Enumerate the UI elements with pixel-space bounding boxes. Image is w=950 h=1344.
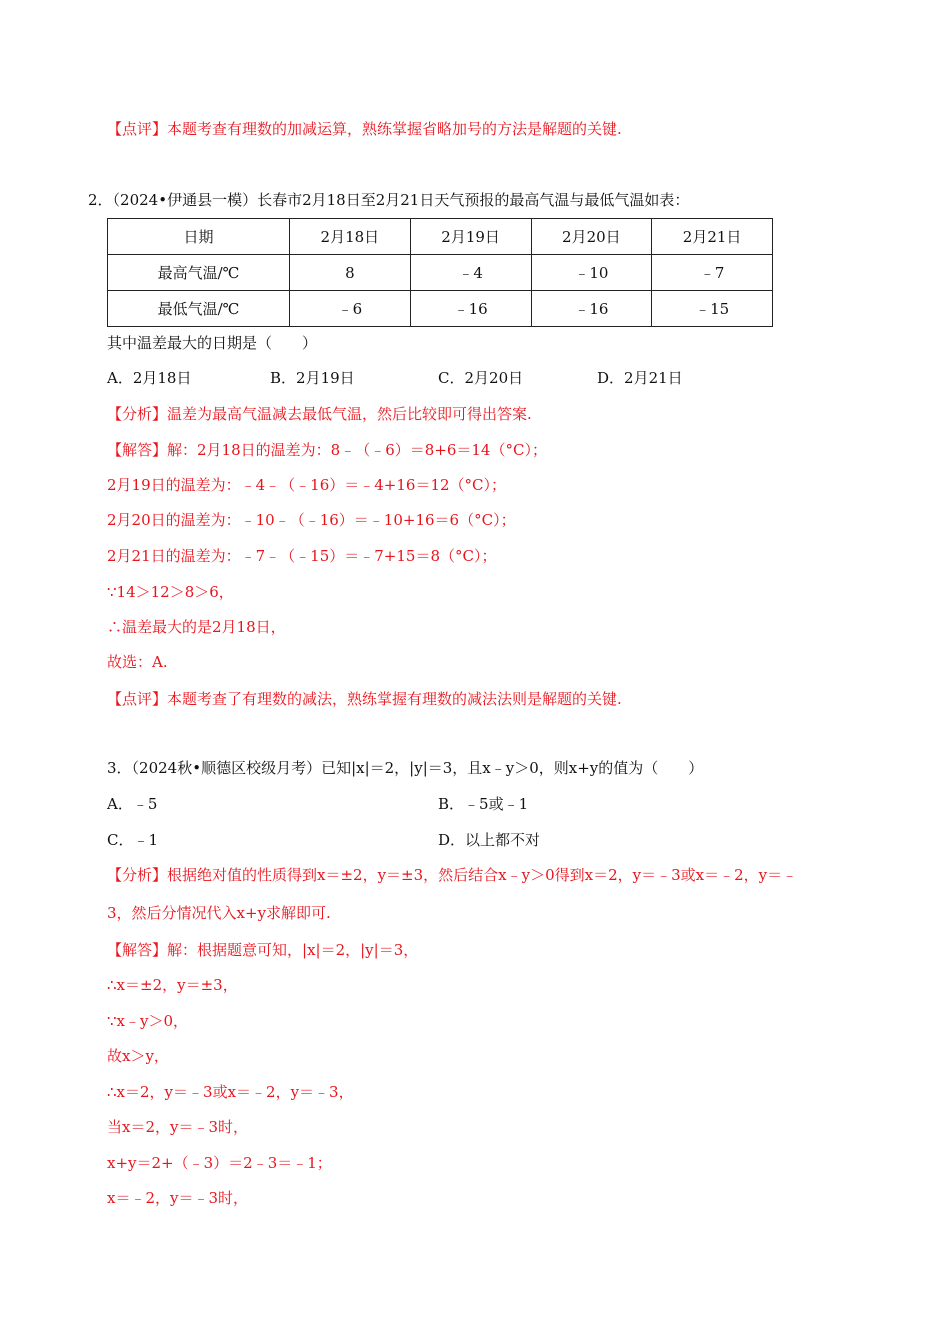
table-cell: ﹣10 bbox=[531, 255, 652, 291]
analysis-tag: 【分析】 bbox=[107, 866, 168, 884]
question-2-prompt: 其中温差最大的日期是（ ） bbox=[107, 334, 318, 352]
analysis-tag: 【分析】 bbox=[107, 405, 168, 423]
question-2-solution-line bbox=[107, 440, 547, 460]
table-cell: 8 bbox=[290, 255, 411, 291]
solution-tag: 【解答】 bbox=[107, 441, 168, 459]
question-3-solution-line: ∴x＝±2，y＝±3， bbox=[107, 976, 238, 994]
table-cell: ﹣6 bbox=[290, 291, 411, 327]
analysis-text: 温差为最高气温减去最低气温，然后比较即可得出答案. bbox=[167, 405, 532, 423]
question-3-solution-line: ∴x＝2，y＝﹣3或x＝﹣2，y＝﹣3， bbox=[107, 1083, 354, 1101]
table-header-row bbox=[108, 219, 773, 255]
question-3-solution-line: 故x＞y， bbox=[107, 1047, 169, 1065]
comment-text: 本题考查有理数的加减运算，熟练掌握省略加号的方法是解题的关键. bbox=[167, 120, 622, 138]
question-2-stem: 2．（2024•伊通县一模）长春市2月18日至2月21日天气预报的最高气温与最低气温如表： bbox=[88, 191, 690, 209]
option-c: C．2月20日 bbox=[438, 369, 524, 387]
table-cell: ﹣16 bbox=[410, 291, 531, 327]
option-a: A．﹣5 bbox=[107, 795, 158, 813]
option-c: C．﹣1 bbox=[107, 831, 159, 849]
table-cell: ﹣16 bbox=[531, 291, 652, 327]
table-row bbox=[108, 255, 773, 291]
table-cell: 最低气温/℃ bbox=[108, 291, 290, 327]
table-header-cell: 2月19日 bbox=[410, 219, 531, 255]
question-2-comment bbox=[107, 689, 622, 709]
question-2-solution-line: 2月19日的温差为：﹣4﹣（﹣16）＝﹣4+16＝12（°C）； bbox=[107, 476, 507, 494]
table-cell: ﹣4 bbox=[410, 255, 531, 291]
question-3-analysis-cont: 3，然后分情况代入x+y求解即可. bbox=[107, 904, 331, 922]
solution-tag: 【解答】 bbox=[107, 941, 168, 959]
option-d: D．以上都不对 bbox=[438, 831, 541, 849]
question-3-analysis bbox=[107, 865, 797, 885]
option-a: A．2月18日 bbox=[107, 369, 192, 387]
prev-comment bbox=[107, 119, 622, 139]
option-d: D．2月21日 bbox=[597, 369, 683, 387]
question-3-stem: 3．（2024秋•顺德区校级月考）已知|x|＝2，|y|＝3，且x﹣y＞0，则x+y的值为（ ） bbox=[107, 759, 704, 777]
table-header-cell: 日期 bbox=[108, 219, 290, 255]
question-2-solution-line: 2月21日的温差为：﹣7﹣（﹣15）＝﹣7+15＝8（°C）； bbox=[107, 547, 497, 565]
table-cell: 最高气温/℃ bbox=[108, 255, 290, 291]
question-3-solution-line: ∵x﹣y＞0， bbox=[107, 1012, 189, 1030]
question-2-solution-line: ∵14＞12＞8＞6， bbox=[107, 583, 234, 601]
question-3-solution-line bbox=[107, 940, 418, 960]
table-row bbox=[108, 291, 773, 327]
option-b: B．﹣5或﹣1 bbox=[438, 795, 529, 813]
analysis-text: 根据绝对值的性质得到x＝±2，y＝±3，然后结合x﹣y＞0得到x＝2，y＝﹣3或x＝﹣2，y＝﹣ bbox=[167, 866, 798, 884]
question-2-solution-line: 故选：A. bbox=[107, 653, 168, 671]
temperature-table bbox=[107, 218, 773, 327]
table-header-cell: 2月18日 bbox=[290, 219, 411, 255]
question-3-solution-line: x＝﹣2，y＝﹣3时， bbox=[107, 1189, 249, 1207]
question-3-solution-line: 当x＝2，y＝﹣3时， bbox=[107, 1118, 249, 1136]
comment-text: 本题考查了有理数的减法，熟练掌握有理数的减法法则是解题的关键. bbox=[167, 690, 622, 708]
question-2-solution-line: 2月20日的温差为：﹣10﹣（﹣16）＝﹣10+16＝6（°C）； bbox=[107, 511, 516, 529]
comment-tag: 【点评】 bbox=[107, 120, 168, 138]
table-cell: ﹣7 bbox=[652, 255, 773, 291]
solution-text: 解：2月18日的温差为：8﹣（﹣6）＝8+6＝14（°C）； bbox=[167, 441, 547, 459]
comment-tag: 【点评】 bbox=[107, 690, 168, 708]
table-cell: ﹣15 bbox=[652, 291, 773, 327]
question-3-solution-line: x+y＝2+（﹣3）＝2﹣3＝﹣1； bbox=[107, 1154, 332, 1172]
table-header-cell: 2月21日 bbox=[652, 219, 773, 255]
question-2-analysis bbox=[107, 404, 532, 424]
question-2-solution-line: ∴温差最大的是2月18日， bbox=[107, 618, 286, 636]
solution-text: 解：根据题意可知，|x|＝2，|y|＝3， bbox=[167, 941, 419, 959]
table-header-cell: 2月20日 bbox=[531, 219, 652, 255]
option-b: B．2月19日 bbox=[270, 369, 355, 387]
